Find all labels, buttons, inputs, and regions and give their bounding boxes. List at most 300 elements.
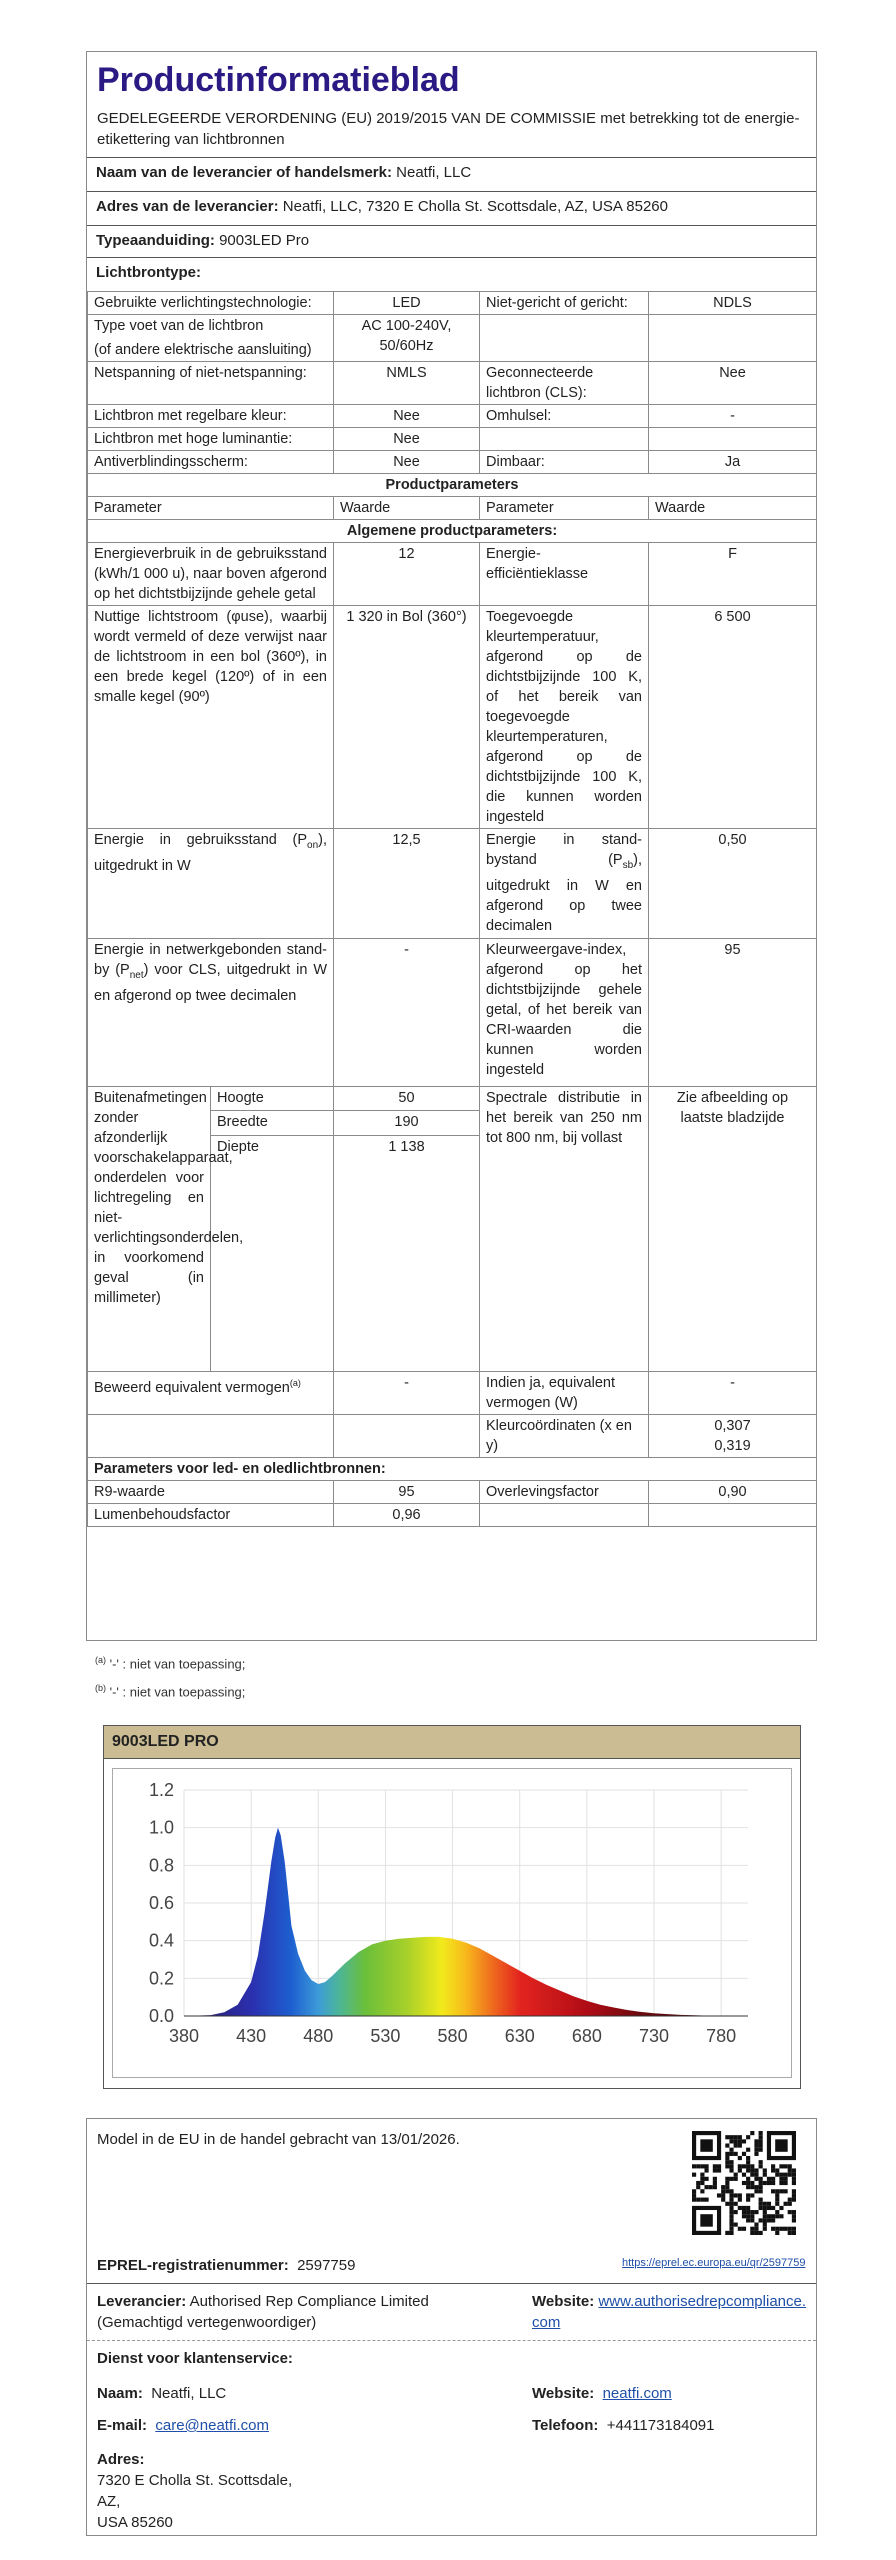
energy-consumption-label: Energieverbruik in de gebruiksstand (kWh/1 000 u), naar boven afgerond op het dichtstbijzijnde gehele getal [88, 543, 334, 606]
address-label: Adres van de leverancier: [96, 198, 279, 215]
qr-module [704, 2185, 708, 2189]
customer-service-heading: Dienst voor klantenservice: [97, 2350, 293, 2367]
qr-module [696, 2185, 700, 2189]
luminous-flux-label: Nuttige lichtstroom (φuse), waarbij wordt vermeld of deze verwijst naar de lichtstroom in een bol (360º), in een brede kegel (120º) of in een smalle kegel (90º) [88, 606, 334, 829]
x-tick-label: 530 [370, 2026, 401, 2046]
email-link[interactable]: care@neatfi.com [155, 2417, 269, 2434]
standby-text: Energie in stand-bystand (P [486, 832, 642, 868]
network-standby-text-end: ) voor CLS, uitgedrukt in W en afgerond op twee decimalen [94, 962, 327, 1004]
qr-module [729, 2214, 733, 2218]
qr-module [792, 2198, 796, 2202]
qr-module [746, 2160, 750, 2164]
qr-module [750, 2131, 754, 2135]
qr-module [717, 2168, 721, 2172]
survival-factor-value: 0,90 [649, 1481, 817, 1504]
qr-module [734, 2193, 738, 2197]
qr-module [704, 2164, 708, 2168]
qr-module [763, 2227, 767, 2231]
representative-website-link[interactable]: www.authorisedrepcompliance.com [532, 2293, 807, 2331]
qr-module [729, 2148, 733, 2152]
qr-module [767, 2214, 771, 2218]
high-luminance-value: Nee [334, 428, 480, 451]
qr-module [713, 2168, 717, 2172]
tunable-label: Lichtbron met regelbare kleur: [88, 405, 334, 428]
on-mode-subscript: on [307, 839, 319, 851]
mains-label: Netspanning of niet-netspanning: [88, 362, 334, 405]
qr-module [692, 2173, 696, 2177]
y-tick-label: 0.6 [148, 1893, 174, 1913]
chromaticity-y: 0,319 [714, 1438, 751, 1454]
table-row [88, 520, 817, 543]
qr-finder-inner [700, 2214, 712, 2226]
qr-module [746, 2148, 750, 2152]
qr-module [742, 2139, 746, 2143]
qr-module [775, 2189, 779, 2193]
qr-module [734, 2173, 738, 2177]
qr-module [750, 2168, 754, 2172]
eprel-link[interactable]: https://eprel.ec.europa.eu/qr/2597759 [622, 2257, 806, 2269]
qr-module [784, 2181, 788, 2185]
qr-module [788, 2198, 792, 2202]
qr-module [771, 2181, 775, 2185]
qr-module [759, 2135, 763, 2139]
dim-value-height: 50 [334, 1087, 480, 1111]
qr-module [725, 2185, 729, 2189]
dim-label-height: Hoogte [211, 1087, 334, 1111]
qr-module [742, 2210, 746, 2214]
qr-module [759, 2181, 763, 2185]
equivalent-w-label: Indien ja, equivalent vermogen (W) [480, 1372, 649, 1415]
qr-module [792, 2168, 796, 2172]
qr-module [729, 2189, 733, 2193]
address-row [87, 191, 816, 221]
chromaticity-label: Kleurcoördinaten (x en y) [480, 1415, 649, 1458]
qr-module [746, 2185, 750, 2189]
qr-module [759, 2164, 763, 2168]
qr-code-icon[interactable] [692, 2131, 796, 2235]
qr-module [775, 2168, 779, 2172]
qr-module [738, 2193, 742, 2197]
product-information-sheet [86, 51, 817, 1700]
y-tick-label: 1.0 [148, 1817, 174, 1838]
address-line-1: 7320 E Cholla St. Scottsdale, [97, 2472, 293, 2489]
address-value: Neatfi, LLC, 7320 E Cholla St. Scottsdale, AZ, USA 85260 [282, 198, 668, 215]
empty-cell [480, 428, 649, 451]
qr-module [738, 2156, 742, 2160]
qr-module [767, 2202, 771, 2206]
qr-module [779, 2227, 783, 2231]
qr-module [738, 2143, 742, 2147]
qr-module [788, 2173, 792, 2177]
qr-module [742, 2227, 746, 2231]
empty-cell [480, 1504, 649, 1527]
qr-module [775, 2231, 779, 2235]
qr-module [750, 2181, 754, 2185]
color-temperature-value: 6 500 [649, 606, 817, 829]
network-standby-text: Energie in netwerkgebonden stand-by (P [94, 942, 327, 978]
y-tick-label: 0.2 [148, 1968, 174, 1989]
qr-module [792, 2210, 796, 2214]
qr-module [775, 2202, 779, 2206]
qr-module [696, 2198, 700, 2202]
qr-module [788, 2227, 792, 2231]
qr-module [788, 2168, 792, 2172]
socket-value: AC 100-240V, 50/60Hz [334, 315, 480, 362]
empty-cell [480, 315, 649, 362]
y-tick-label: 0.8 [148, 1855, 174, 1876]
footnote-b-marker: (b) [95, 1683, 106, 1694]
on-mode-power-value: 12,5 [334, 829, 480, 939]
qr-module [692, 2189, 696, 2193]
qr-module [734, 2139, 738, 2143]
qr-module [754, 2177, 758, 2181]
qr-module [729, 2139, 733, 2143]
qr-module [713, 2181, 717, 2185]
qr-module [746, 2181, 750, 2185]
table-row [88, 405, 817, 428]
qr-module [750, 2173, 754, 2177]
qr-module [754, 2152, 758, 2156]
qr-module [738, 2168, 742, 2172]
qr-module [771, 2189, 775, 2193]
qr-module [750, 2214, 754, 2218]
qr-module [729, 2202, 733, 2206]
qr-module [700, 2173, 704, 2177]
qr-module [746, 2177, 750, 2181]
qr-module [746, 2206, 750, 2210]
address-heading: Adres: [97, 2451, 145, 2468]
x-tick-label: 630 [504, 2026, 535, 2046]
qr-module [771, 2227, 775, 2231]
product-parameters-table [87, 291, 817, 1527]
qr-module [759, 2160, 763, 2164]
qr-module [746, 2168, 750, 2172]
qr-module [704, 2198, 708, 2202]
equivalent-w-value: - [649, 1372, 817, 1415]
qr-module [696, 2181, 700, 2185]
qr-module [734, 2177, 738, 2181]
qr-module [759, 2202, 763, 2206]
qr-module [754, 2223, 758, 2227]
on-mode-text: Energie in gebruiksstand (P [94, 832, 308, 848]
qr-module [717, 2193, 721, 2197]
qr-module [725, 2231, 729, 2235]
luminous-flux-value: 1 320 in Bol (360°) [334, 606, 480, 829]
representative-row [97, 2291, 517, 2333]
qr-module [775, 2198, 779, 2202]
socket-label-line1: Type voet van de lichtbron [94, 318, 264, 334]
qr-module [763, 2202, 767, 2206]
qr-module [725, 2143, 729, 2147]
supplier-value: Neatfi, LLC [396, 164, 472, 181]
led-parameters-heading: Parameters voor led- en oledlichtbronnen: [88, 1458, 817, 1481]
qr-module [700, 2164, 704, 2168]
x-tick-label: 430 [236, 2026, 267, 2046]
qr-module [742, 2164, 746, 2168]
qr-module [767, 2218, 771, 2222]
qr-module [775, 2227, 779, 2231]
qr-module [738, 2227, 742, 2231]
address-line-3: USA 85260 [97, 2514, 173, 2531]
qr-module [746, 2214, 750, 2218]
empty-cell [211, 1159, 334, 1372]
directional-label: Niet-gericht of gericht: [480, 292, 649, 315]
cls-value: Nee [649, 362, 817, 405]
table-row [88, 362, 817, 405]
qr-module [775, 2214, 779, 2218]
directional-value: NDLS [649, 292, 817, 315]
qr-module [754, 2173, 758, 2177]
qr-module [779, 2164, 783, 2168]
empty-cell [334, 1159, 480, 1372]
dim-label-width: Breedte [211, 1111, 334, 1135]
website-link[interactable]: neatfi.com [602, 2385, 672, 2402]
qr-module [759, 2177, 763, 2181]
qr-module [729, 2168, 733, 2172]
qr-module [759, 2206, 763, 2210]
qr-module [759, 2231, 763, 2235]
y-tick-label: 0.4 [148, 1930, 174, 1951]
qr-module [729, 2231, 733, 2235]
on-mode-text-end: ), uitgedrukt in W [94, 832, 327, 874]
qr-module [734, 2223, 738, 2227]
qr-finder-inner [700, 2139, 712, 2151]
representative-website-label: Website: [532, 2293, 595, 2310]
qr-module [692, 2164, 696, 2168]
table-row [88, 315, 817, 362]
qr-module [779, 2177, 783, 2181]
cri-label: Kleurweergave-index, afgerond op het dichtstbijzijnde gehele getal, of het bereik van CRI-waarden die kunnen worden ingesteld [480, 939, 649, 1087]
qr-module [763, 2210, 767, 2214]
chromaticity-value [649, 1415, 817, 1458]
qr-module [738, 2139, 742, 2143]
qr-module [750, 2185, 754, 2189]
tunable-value: Nee [334, 405, 480, 428]
qr-module [729, 2160, 733, 2164]
qr-module [738, 2164, 742, 2168]
qr-module [725, 2189, 729, 2193]
qr-module [696, 2164, 700, 2168]
empty-cell [649, 1504, 817, 1527]
qr-module [784, 2177, 788, 2181]
qr-module [784, 2189, 788, 2193]
network-standby-label [88, 939, 334, 1087]
standby-text-end: ), uitgedrukt in W en afgerond op twee decimalen [486, 852, 642, 934]
qr-module [759, 2218, 763, 2222]
qr-module [763, 2218, 767, 2222]
qr-module [729, 2135, 733, 2139]
qr-module [717, 2164, 721, 2168]
x-tick-label: 730 [638, 2026, 670, 2046]
qr-module [767, 2177, 771, 2181]
qr-module [746, 2164, 750, 2168]
color-temperature-label: Toegevoegde kleurtemperatuur, afgerond op de dichtstbijzijnde 100 K, of het bereik van toegevoegde kleurtemperaturen, afgerond op de dichtstbijzijnde 100 K, die kunnen worden ingesteld [480, 606, 649, 829]
qr-module [729, 2193, 733, 2197]
qr-module [784, 2164, 788, 2168]
qr-module [750, 2227, 754, 2231]
qr-module [729, 2218, 733, 2222]
qr-module [759, 2148, 763, 2152]
energy-class-value: F [649, 543, 817, 606]
qr-module [779, 2189, 783, 2193]
qr-module [729, 2223, 733, 2227]
qr-module [771, 2218, 775, 2222]
qr-module [746, 2156, 750, 2160]
qr-module [763, 2214, 767, 2218]
qr-module [792, 2177, 796, 2181]
qr-module [763, 2206, 767, 2210]
qr-module [713, 2164, 717, 2168]
lumen-maintenance-label: Lumenbehoudsfactor [88, 1504, 334, 1527]
equivalent-power-text: Beweerd equivalent vermogen [94, 1379, 290, 1396]
col-header-value-2: Waarde [649, 497, 817, 520]
y-tick-label: 0.0 [148, 2006, 174, 2026]
qr-finder-inner [775, 2139, 787, 2151]
qr-module [742, 2152, 746, 2156]
qr-module [754, 2210, 758, 2214]
footnote-b [95, 1676, 245, 1704]
col-header-parameter: Parameter [88, 497, 334, 520]
qr-module [738, 2198, 742, 2202]
lumen-maintenance-value: 0,96 [334, 1504, 480, 1527]
qr-module [742, 2206, 746, 2210]
qr-module [784, 2173, 788, 2177]
qr-module [763, 2168, 767, 2172]
lightsource-type-label: Lichtbrontype: [96, 264, 201, 281]
empty-cell [334, 1415, 480, 1458]
table-row [88, 1458, 817, 1481]
spectral-distribution-chart [103, 1725, 801, 2089]
qr-module [750, 2231, 754, 2235]
dim-value-width: 190 [334, 1111, 480, 1135]
qr-module [700, 2189, 704, 2193]
high-luminance-label: Lichtbron met hoge luminantie: [88, 428, 334, 451]
standby-power-value: 0,50 [649, 829, 817, 939]
phone-label: Telefoon: [532, 2417, 599, 2434]
qr-module [746, 2218, 750, 2222]
qr-module [746, 2198, 750, 2202]
qr-module [771, 2206, 775, 2210]
col-header-value: Waarde [334, 497, 480, 520]
qr-module [759, 2185, 763, 2189]
qr-module [792, 2231, 796, 2235]
qr-module [754, 2231, 758, 2235]
on-mode-power-label [88, 829, 334, 939]
eprel-label: EPREL-registratienummer: [97, 2257, 289, 2274]
qr-module [792, 2214, 796, 2218]
qr-module [750, 2218, 754, 2222]
socket-label [88, 315, 334, 362]
qr-module [704, 2177, 708, 2181]
energy-class-label: Energie-efficiëntieklasse [480, 543, 649, 606]
qr-module [725, 2181, 729, 2185]
placed-on-market-text: Model in de EU in de handel gebracht van 13/01/2026. [97, 2131, 460, 2148]
qr-module [779, 2173, 783, 2177]
qr-module [746, 2135, 750, 2139]
qr-module [754, 2139, 758, 2143]
spectrum-plot [112, 1768, 792, 2078]
qr-module [729, 2198, 733, 2202]
table-row [88, 543, 817, 606]
mains-value: NMLS [334, 362, 480, 405]
table-row [88, 1372, 817, 1415]
qr-module [742, 2181, 746, 2185]
qr-module [754, 2168, 758, 2172]
qr-module [725, 2135, 729, 2139]
qr-module [734, 2202, 738, 2206]
qr-module [700, 2181, 704, 2185]
supplier-label: Naam van de leverancier of handelsmerk: [96, 164, 392, 181]
qr-module [721, 2189, 725, 2193]
empty-cell [649, 428, 817, 451]
table-row [88, 606, 817, 829]
qr-module [725, 2164, 729, 2168]
qr-module [713, 2185, 717, 2189]
qr-module [754, 2143, 758, 2147]
qr-module [700, 2198, 704, 2202]
qr-module [754, 2185, 758, 2189]
address-block [97, 2449, 292, 2533]
qr-module [725, 2152, 729, 2156]
qr-module [734, 2143, 738, 2147]
qr-module [729, 2152, 733, 2156]
y-tick-label: 1.2 [148, 1780, 174, 1800]
x-tick-label: 380 [168, 2026, 200, 2046]
col-header-parameter-2: Parameter [480, 497, 649, 520]
socket-label-line2: (of andere elektrische aansluiting) [94, 342, 312, 358]
qr-module [784, 2227, 788, 2231]
r9-value: 95 [334, 1481, 480, 1504]
qr-module [771, 2214, 775, 2218]
phone-row [532, 2415, 715, 2436]
qr-module [754, 2189, 758, 2193]
qr-module [729, 2164, 733, 2168]
representative-label: Leverancier: [97, 2293, 187, 2310]
x-tick-label: 680 [571, 2026, 602, 2046]
email-label: E-mail: [97, 2417, 148, 2434]
dimmable-label: Dimbaar: [480, 451, 649, 474]
qr-module [734, 2152, 738, 2156]
qr-module [792, 2173, 796, 2177]
qr-module [771, 2164, 775, 2168]
qr-module [788, 2164, 792, 2168]
table-row [88, 1481, 817, 1504]
qr-module [759, 2189, 763, 2193]
x-tick-label: 580 [437, 2026, 468, 2046]
qr-module [767, 2206, 771, 2210]
qr-module [721, 2198, 725, 2202]
phone-value: +441173184091 [606, 2417, 715, 2434]
qr-module [759, 2143, 763, 2147]
qr-module [700, 2177, 704, 2181]
regulation-subtitle: GEDELEGEERDE VERORDENING (EU) 2019/2015 VAN DE COMMISSIE met betrekking tot de energie-etikettering van lichtbronnen [97, 110, 800, 148]
anti-glare-value: Nee [334, 451, 480, 474]
qr-module [725, 2156, 729, 2160]
qr-module [754, 2148, 758, 2152]
network-standby-value: - [334, 939, 480, 1087]
envelope-label: Omhulsel: [480, 405, 649, 428]
qr-module [725, 2202, 729, 2206]
qr-module [792, 2193, 796, 2197]
table-header-row [88, 497, 817, 520]
representative-website-row [532, 2291, 812, 2333]
divider [87, 2283, 816, 2284]
qr-module [767, 2181, 771, 2185]
equivalent-power-value: - [334, 1372, 480, 1415]
address-line-2: AZ, [97, 2493, 121, 2510]
qr-module [792, 2181, 796, 2185]
qr-module [746, 2193, 750, 2197]
